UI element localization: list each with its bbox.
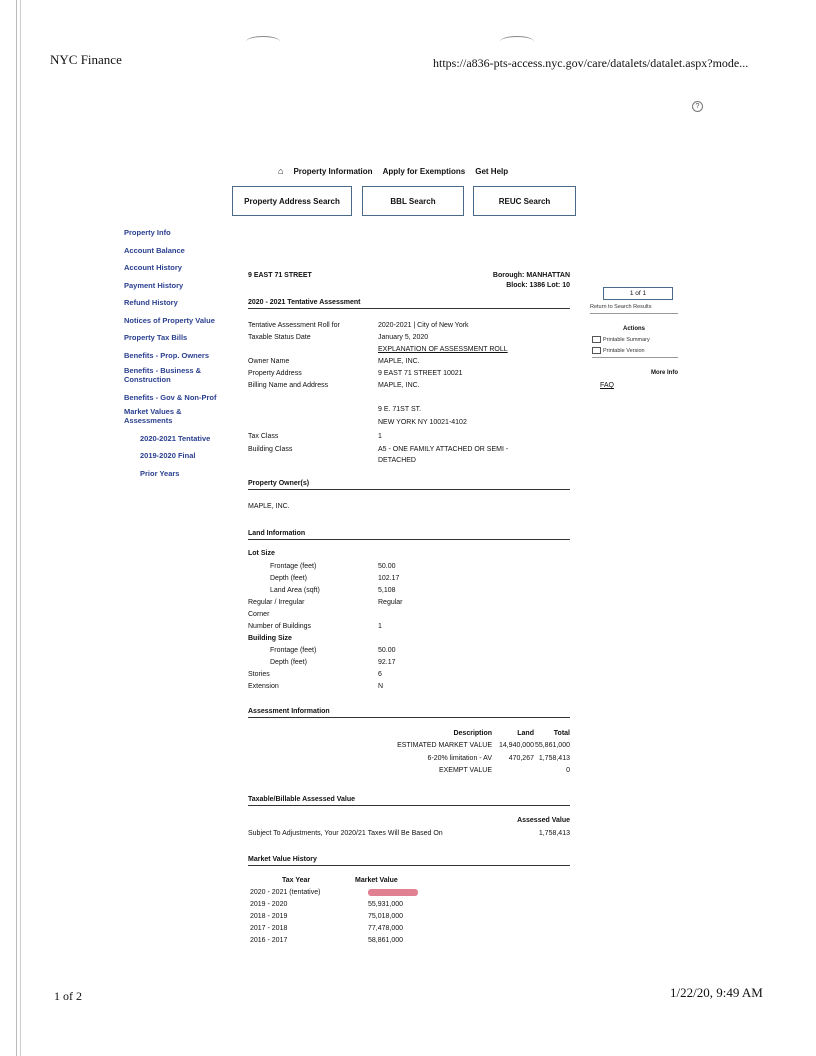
roll-label: Tentative Assessment Roll for — [248, 322, 340, 329]
building-size-label: Building Size — [248, 635, 292, 642]
assessment-row-total: 0 — [566, 767, 570, 774]
history-row-value: 75,018,000 — [368, 913, 404, 920]
status-date-value: January 5, 2020 — [378, 334, 429, 341]
assessment-row-total: 1,758,413 — [538, 755, 570, 762]
extension-label: Extension — [248, 683, 279, 690]
pen-mark-icon — [246, 36, 280, 47]
building-class-value: A5 - ONE FAMILY ATTACHED OR SEMI - — [378, 446, 509, 453]
printer-icon — [592, 347, 601, 354]
buildings-value: 1 — [378, 623, 382, 630]
printable-version-link[interactable] — [592, 347, 678, 358]
assessment-header-description: Description — [453, 730, 492, 737]
property-address-label: Property Address — [248, 370, 302, 377]
home-icon[interactable]: ⌂ — [278, 166, 284, 176]
billing-street: 9 E. 71ST ST. — [378, 406, 422, 413]
taxable-text: Subject To Adjustments, Your 2020/21 Taxes Will Be Based On — [248, 830, 443, 837]
extension-value: N — [378, 683, 384, 690]
help-icon[interactable]: ? — [692, 101, 703, 112]
history-header-year: Tax Year — [282, 877, 311, 884]
billing-label: Billing Name and Address — [248, 382, 329, 389]
printer-icon — [592, 336, 601, 343]
depth-value: 102.17 — [378, 575, 400, 582]
redaction-mark — [368, 889, 418, 896]
taxable-section-title: Taxable/Billable Assessed Value — [248, 796, 570, 806]
depth-label: Depth (feet) — [270, 575, 307, 582]
property-address-value: 9 EAST 71 STREET 10021 — [378, 370, 463, 377]
print-timestamp: 1/22/20, 9:49 AM — [670, 985, 763, 1000]
assessment-row-desc: ESTIMATED MARKET VALUE — [397, 742, 492, 749]
frontage-value: 50.00 — [378, 563, 396, 570]
explanation-link[interactable]: EXPLANATION OF ASSESSMENT ROLL — [378, 346, 508, 353]
building-depth-value: 92.17 — [378, 659, 396, 666]
sidebar-item-refund-history[interactable]: Refund History — [124, 298, 178, 307]
print-url: https://a836-pts-access.nyc.gov/care/datalets/datalet.aspx?mode... — [433, 56, 749, 70]
sidebar — [124, 224, 238, 482]
pen-mark-icon — [500, 36, 534, 47]
stories-label: Stories — [248, 671, 270, 678]
owner-label: Owner Name — [248, 358, 290, 365]
history-section-title: Market Value History — [248, 856, 570, 866]
assessment-row-land: 14,940,000 — [498, 742, 534, 749]
stories-value: 6 — [378, 671, 382, 678]
owners-section-title: Property Owner(s) — [248, 480, 570, 490]
history-row-year: 2017 - 2018 — [250, 925, 288, 932]
printable-summary-label: Printable Summary — [603, 336, 650, 343]
building-depth-label: Depth (feet) — [270, 659, 307, 666]
history-row-year: 2020 - 2021 (tentative) — [250, 889, 321, 896]
buildings-label: Number of Buildings — [248, 623, 312, 630]
sidebar-item-property-info[interactable]: Property Info — [124, 228, 171, 237]
bbl-search-button[interactable]: BBL Search — [362, 186, 464, 216]
assessment-header-total: Total — [553, 730, 570, 737]
status-date-label: Taxable Status Date — [248, 334, 311, 341]
corner-label: Corner — [248, 611, 270, 618]
assessment-header-land: Land — [517, 730, 534, 737]
sidebar-item-market-values[interactable]: Market Values & Assessments — [124, 406, 182, 425]
land-area-label: Land Area (sqft) — [270, 587, 320, 594]
print-page-number: 1 of 2 — [54, 989, 82, 1003]
result-pager[interactable]: 1 of 1 — [603, 287, 673, 300]
print-site-title: NYC Finance — [50, 52, 122, 67]
owner-name: MAPLE, INC. — [248, 503, 290, 510]
assessment-row-desc: 6-20% limitation - AV — [427, 755, 492, 762]
regular-value: Regular — [378, 599, 403, 606]
assessed-value-header: Assessed Value — [517, 817, 570, 824]
taxable-value: 1,758,413 — [538, 830, 570, 837]
nav-apply-exemptions[interactable]: Apply for Exemptions — [382, 166, 466, 176]
lot-size-label: Lot Size — [248, 550, 275, 557]
sidebar-sub-final[interactable]: 2019-2020 Final — [140, 451, 196, 460]
sidebar-item-benefits-owners[interactable]: Benefits - Prop. Owners — [124, 350, 210, 360]
history-row-value-redacted — [368, 888, 418, 898]
building-frontage-label: Frontage (feet) — [270, 647, 317, 654]
assessment-row-total: 55,861,000 — [534, 742, 570, 749]
block-lot: Block: 1386 Lot: 10 — [506, 282, 570, 289]
assessment-row-land: 470,267 — [508, 755, 534, 762]
printable-version-label: Printable Version — [603, 347, 645, 354]
sidebar-sub-prior[interactable]: Prior Years — [140, 468, 180, 478]
sidebar-item-account-balance[interactable]: Account Balance — [124, 245, 185, 255]
assessment-section-title: 2020 - 2021 Tentative Assessment — [248, 299, 570, 309]
history-header-value: Market Value — [355, 877, 398, 884]
sidebar-sub-tentative[interactable]: 2020-2021 Tentative — [140, 433, 211, 443]
sidebar-item-benefits-business[interactable]: Benefits - Business & Construction — [124, 366, 202, 384]
building-class-label: Building Class — [248, 446, 293, 453]
history-row-year: 2016 - 2017 — [250, 937, 288, 944]
building-class-value-cont: DETACHED — [378, 457, 416, 464]
return-to-results-link[interactable]: Return to Search Results — [590, 304, 678, 314]
property-address-heading: 9 EAST 71 STREET — [248, 272, 312, 279]
nav-get-help[interactable]: Get Help — [475, 166, 509, 176]
history-row-value: 58,861,000 — [368, 937, 404, 944]
owner-value: MAPLE, INC. — [378, 358, 420, 365]
scan-edge — [20, 0, 21, 1056]
actions-heading: Actions — [622, 326, 645, 332]
billing-name: MAPLE, INC. — [378, 382, 420, 389]
tax-class-value: 1 — [378, 433, 382, 440]
sidebar-item-notices[interactable]: Notices of Property Value — [124, 315, 215, 325]
more-info-heading: More Info — [651, 370, 678, 376]
top-navigation — [278, 166, 508, 176]
borough: Borough: MANHATTAN — [492, 272, 570, 279]
tax-class-label: Tax Class — [248, 433, 279, 440]
assessment-row-desc: EXEMPT VALUE — [438, 767, 492, 774]
sidebar-item-account-history[interactable]: Account History — [124, 263, 182, 272]
history-row-value: 77,478,000 — [368, 925, 404, 932]
scan-edge — [16, 0, 17, 1056]
history-row-value: 55,931,000 — [368, 901, 404, 908]
sidebar-item-payment-history[interactable]: Payment History — [124, 280, 184, 290]
land-area-value: 5,108 — [378, 587, 396, 594]
history-row-year: 2018 - 2019 — [250, 913, 288, 920]
history-row-year: 2019 - 2020 — [250, 901, 288, 908]
building-frontage-value: 50.00 — [378, 647, 396, 654]
reuc-search-button[interactable]: REUC Search — [473, 186, 576, 216]
sidebar-item-tax-bills[interactable]: Property Tax Bills — [124, 333, 188, 342]
assessment-info-title: Assessment Information — [248, 708, 570, 718]
printable-summary-link[interactable] — [592, 336, 650, 343]
land-section-title: Land Information — [248, 530, 570, 540]
nav-property-information[interactable]: Property Information — [293, 166, 373, 176]
billing-city: NEW YORK NY 10021-4102 — [378, 419, 467, 426]
property-address-search-button[interactable]: Property Address Search — [232, 186, 352, 216]
roll-value: 2020-2021 | City of New York — [378, 322, 469, 329]
regular-label: Regular / Irregular — [248, 599, 305, 606]
frontage-label: Frontage (feet) — [270, 563, 317, 570]
sidebar-item-benefits-gov[interactable]: Benefits - Gov & Non-Prof — [124, 393, 217, 402]
faq-link[interactable]: FAQ — [600, 382, 615, 389]
